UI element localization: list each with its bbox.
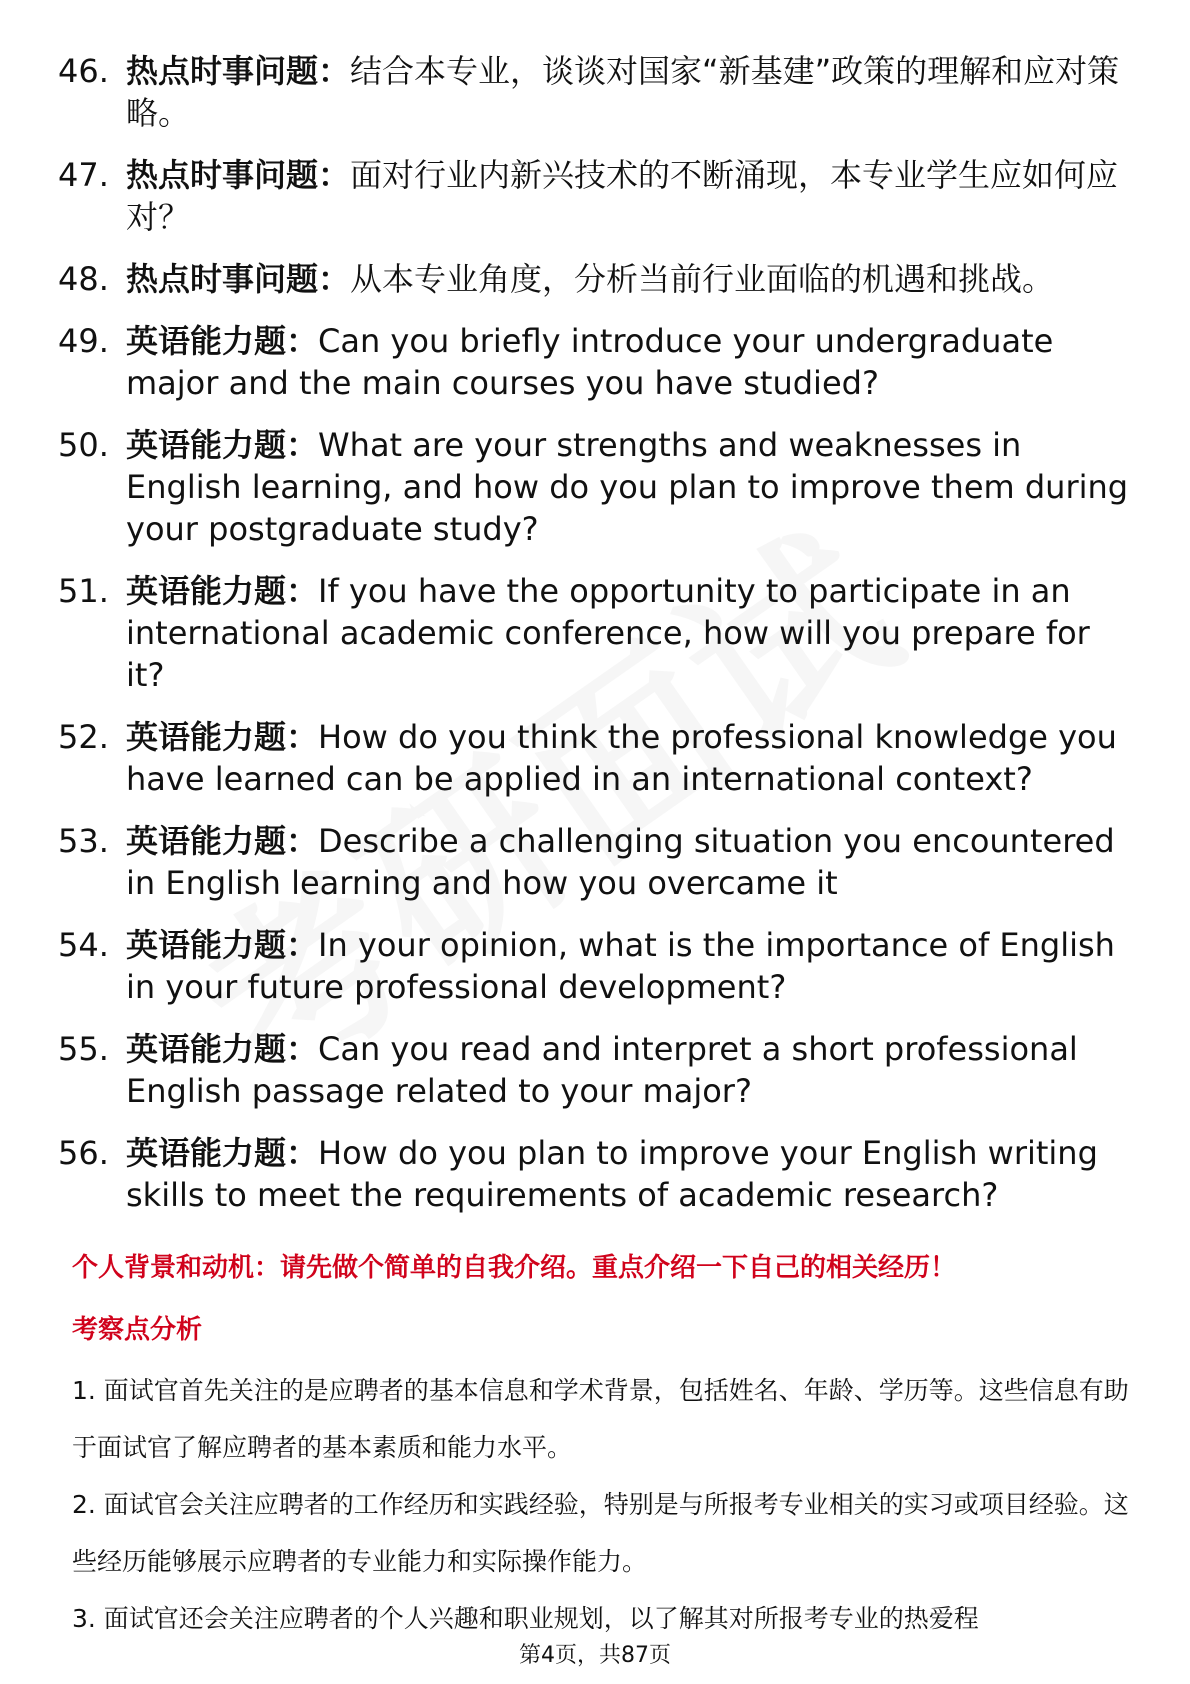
question-number: 53. (58, 822, 109, 860)
question-number: 51. (58, 572, 109, 610)
question-item (58, 154, 1138, 238)
question-item (58, 1132, 1138, 1216)
question-number: 52. (58, 718, 109, 756)
question-category: 热点时事问题： (126, 52, 351, 90)
question-number: 56. (58, 1134, 109, 1172)
question-number: 49. (58, 322, 109, 360)
question-category: 英语能力题： (126, 822, 319, 860)
question-number: 50. (58, 426, 109, 464)
question-item (58, 50, 1138, 134)
question-item (58, 320, 1138, 404)
analysis-body (72, 1362, 1132, 1647)
question-list (58, 50, 1138, 1236)
question-item (58, 820, 1138, 904)
question-category: 热点时事问题： (126, 260, 351, 298)
question-text: How do you think the professional knowledge you have learned can be applied in an international context? (126, 718, 1117, 798)
analysis-heading: 考察点分析 (72, 1315, 203, 1345)
question-text: Can you briefly introduce your undergraduate major and the main courses you have studied? (126, 322, 1054, 402)
analysis-paragraph: 2. 面试官会关注应聘者的工作经历和实践经验，特别是与所报考专业相关的实习或项目经验。这些经历能够展示应聘者的专业能力和实际操作能力。 (72, 1490, 1129, 1576)
question-number: 48. (58, 260, 109, 298)
page-number-footer: 第4页，共87页 (519, 1643, 671, 1668)
question-text: 从本专业角度，分析当前行业面临的机遇和挑战。 (350, 260, 1055, 298)
question-item (58, 924, 1138, 1008)
question-text: 结合本专业，谈谈对国家“新基建”政策的理解和应对策略。 (126, 52, 1120, 132)
question-category: 英语能力题： (126, 1134, 319, 1172)
question-number: 55. (58, 1030, 109, 1068)
question-category: 英语能力题： (126, 322, 319, 360)
question-category: 英语能力题： (126, 426, 319, 464)
question-text: Describe a challenging situation you encountered in English learning and how you overcame it (126, 822, 1115, 902)
question-text: How do you plan to improve your English writing skills to meet the requirements of academic research? (126, 1134, 1098, 1214)
question-number: 54. (58, 926, 109, 964)
question-category: 英语能力题： (126, 718, 319, 756)
section-title: 个人背景和动机：请先做个简单的自我介绍。重点介绍一下自己的相关经历！ (72, 1253, 957, 1283)
question-item (58, 1028, 1138, 1112)
question-text: Can you read and interpret a short professional English passage related to your major? (126, 1030, 1078, 1110)
question-item (58, 570, 1138, 696)
question-category: 英语能力题： (126, 572, 319, 610)
question-item (58, 716, 1138, 800)
analysis-paragraph: 3. 面试官还会关注应聘者的个人兴趣和职业规划，以了解其对所报考专业的热爱程 (72, 1604, 979, 1633)
question-item (58, 424, 1138, 550)
question-text: If you have the opportunity to participate in an international academic conference, how will you prepare for it? (126, 572, 1090, 694)
analysis-paragraph: 1. 面试官首先关注的是应聘者的基本信息和学术背景，包括姓名、年龄、学历等。这些信息有助于面试官了解应聘者的基本素质和能力水平。 (72, 1376, 1129, 1462)
question-text: 面对行业内新兴技术的不断涌现，本专业学生应如何应对？ (126, 156, 1119, 236)
question-category: 热点时事问题： (126, 156, 351, 194)
question-item (58, 258, 1138, 300)
question-text: What are your strengths and weaknesses in English learning, and how do you plan to improve them during your postgraduate study? (126, 426, 1129, 548)
question-number: 47. (58, 156, 109, 194)
question-text: In your opinion, what is the importance of English in your future professional development? (126, 926, 1115, 1006)
question-category: 英语能力题： (126, 1030, 319, 1068)
question-category: 英语能力题： (126, 926, 319, 964)
question-number: 46. (58, 52, 109, 90)
